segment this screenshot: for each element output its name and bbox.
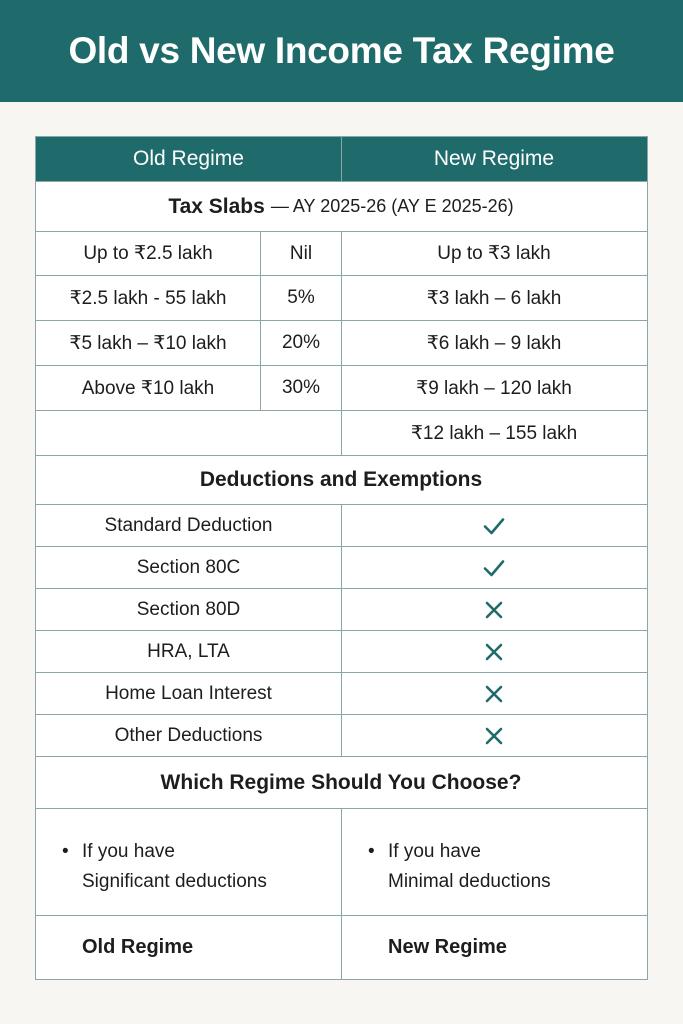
slab-row [36,320,647,365]
deduction-status [342,547,646,588]
tax-slabs-title [36,182,646,231]
page-title-banner [0,0,683,102]
new-slab-range: ₹9 lakh – 120 lakh [416,377,572,399]
cross-icon [482,682,506,706]
bullet: • [368,841,375,862]
page-title: Old vs New Income Tax Regime [68,30,615,71]
old-slab-empty [36,411,342,455]
deductions-title-row [36,455,647,504]
deduction-row [36,546,647,588]
slab-row [36,365,647,410]
old-slab-range: Above ₹10 lakh [36,366,261,410]
choose-title: Which Regime Should You Choose? [160,770,522,794]
new-slab-range: Up to ₹3 lakh [437,243,551,264]
deduction-row [36,630,647,672]
deduction-row [36,588,647,630]
check-icon [482,556,506,580]
deduction-status [342,631,646,672]
old-slab-range: ₹5 lakh – ₹10 lakh [36,321,261,365]
new-regime-result: New Regime [388,936,507,958]
slab-row [36,231,647,275]
old-slab-rate: Nil [261,232,342,275]
cross-icon [482,640,506,664]
deduction-status [342,589,646,630]
deduction-label: Section 80C [36,547,342,588]
deduction-status [342,673,646,714]
tax-slabs-title-row [36,181,647,231]
new-slab-range: ₹12 lakh – 155 lakh [410,422,578,444]
deductions-title: Deductions and Exemptions [199,468,483,491]
choose-result-row [36,915,647,979]
deduction-row [36,672,647,714]
old-regime-result: Old Regime [36,916,342,979]
old-slab-range: Up to ₹2.5 lakh [36,232,261,275]
old-slab-range: ₹2.5 lakh - 55 lakh [36,276,261,320]
new-regime-tip-text [368,837,551,897]
new-tip-line1-text: If you have [388,841,481,862]
old-regime-tip-text [62,837,267,897]
new-regime-tip [342,809,646,915]
header-new-regime: New Regime [433,147,555,170]
deduction-status [342,715,646,756]
header-old-regime: Old Regime [36,137,342,181]
tax-slabs-title-main: Tax Slabs [168,194,265,218]
deduction-label: Section 80D [36,589,342,630]
deduction-row [36,504,647,546]
tax-slabs-title-sub: — AY 2025-26 (AY E 2025-26) [270,196,514,216]
old-slab-rate: 20% [261,321,342,365]
bullet: • [62,841,69,862]
old-slab-rate: 30% [261,366,342,410]
old-regime-tip [36,809,342,915]
slab-row [36,410,647,455]
new-slab-range: ₹3 lakh – 6 lakh [426,287,562,309]
slab-row [36,275,647,320]
deduction-label: HRA, LTA [36,631,342,672]
old-tip-line1-text: If you have [82,841,175,862]
deduction-label: Standard Deduction [36,505,342,546]
old-slab-rate: 5% [261,276,342,320]
new-tip-line2: Minimal deductions [388,871,551,892]
cross-icon [482,598,506,622]
table-header-row [36,137,647,181]
deduction-row [36,714,647,756]
new-slab-range: ₹6 lakh – 9 lakh [426,332,562,354]
choose-title-row [36,756,647,808]
check-icon [482,514,506,538]
deduction-label: Other Deductions [36,715,342,756]
deduction-status [342,505,646,546]
old-tip-line1 [62,837,267,867]
comparison-table [35,136,648,980]
cross-icon [482,724,506,748]
deduction-label: Home Loan Interest [36,673,342,714]
old-tip-line2: Significant deductions [82,871,267,892]
new-tip-line1 [368,837,551,867]
choose-tips-row [36,808,647,915]
